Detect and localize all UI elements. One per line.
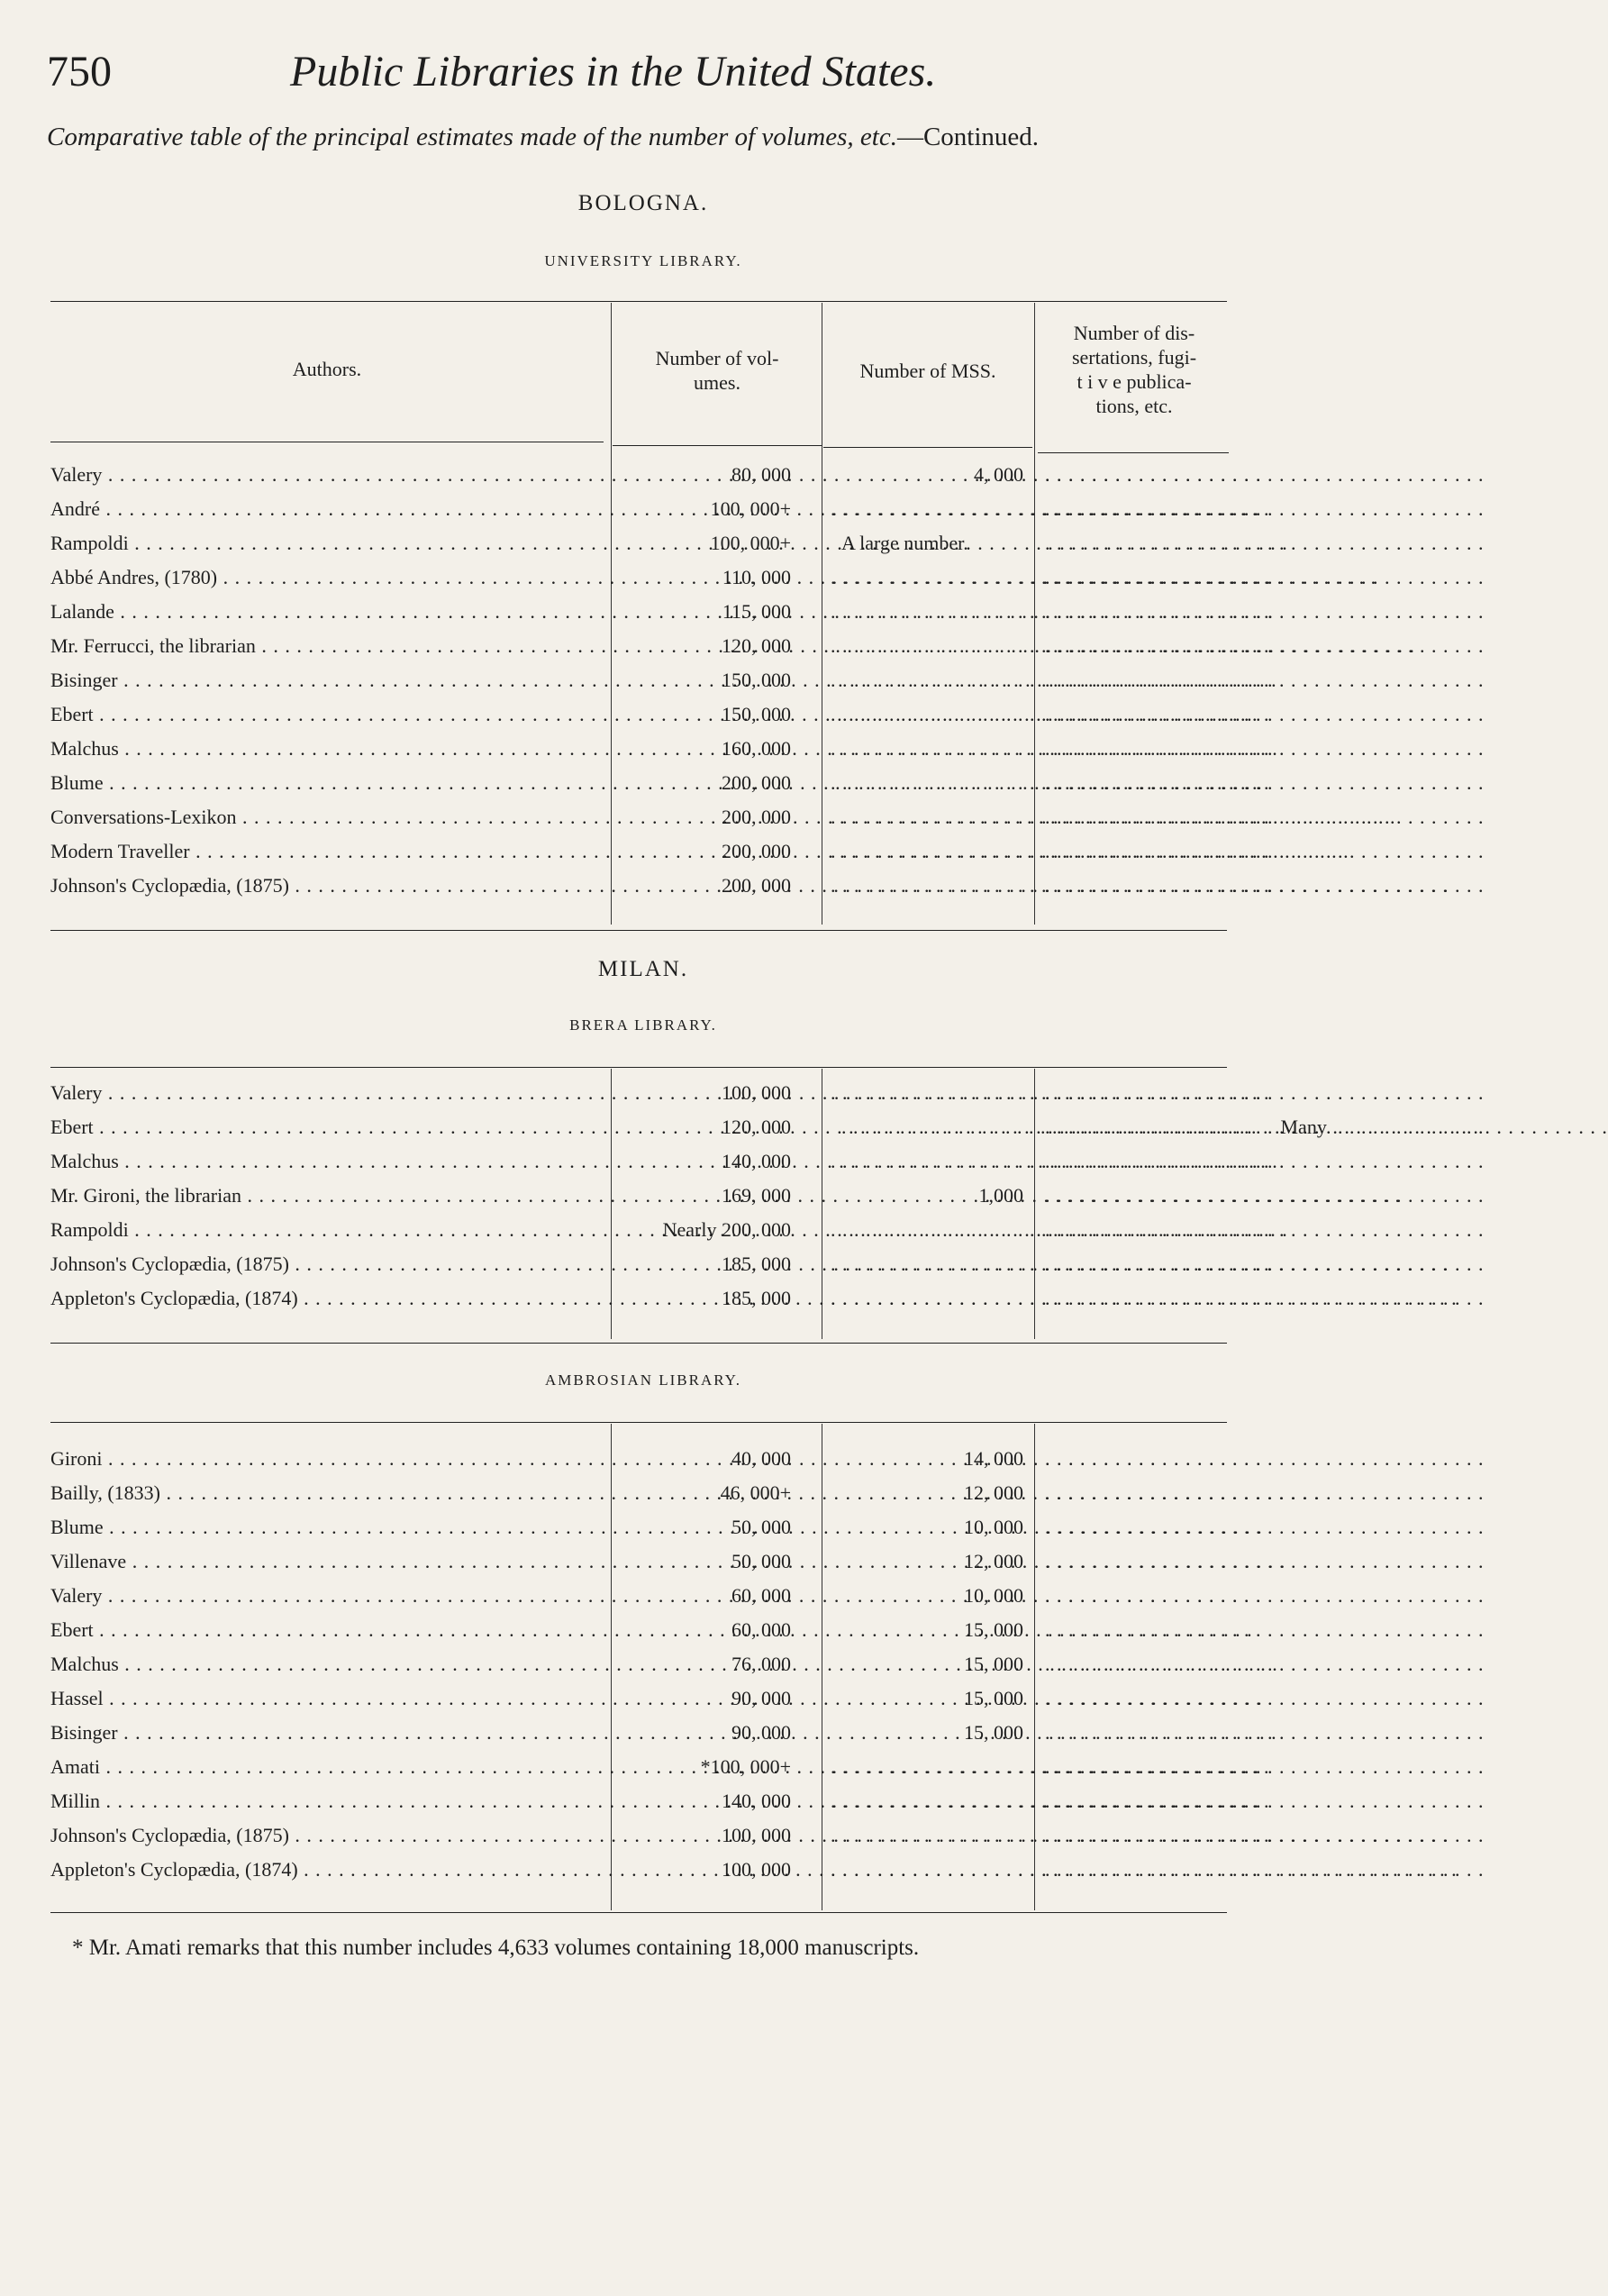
header-underline bbox=[1038, 452, 1229, 453]
table-row: Rampoldi . . . Nearly 200, 000 . . . . . . bbox=[0, 1218, 1286, 1253]
table-top-rule bbox=[50, 1422, 1227, 1423]
table-row: Malchus . . . 160, 000 . . . . . . bbox=[0, 737, 1286, 771]
table-row: Rampoldi . . . 100, 000+ A large number. . . . bbox=[0, 532, 1286, 566]
header-underline bbox=[613, 445, 822, 446]
table-row: André . . . 100, 000+ . . . . . . bbox=[0, 497, 1286, 532]
header-underline bbox=[823, 447, 1032, 448]
column-header-volumes: Number of vol- umes. bbox=[655, 347, 779, 394]
table-row: Conversations-Lexikon . . . 200, 000 . . . . . . bbox=[0, 806, 1286, 840]
table-row: Mr. Gironi, the librarian . . . 169, 000 1,000 . . . bbox=[0, 1184, 1286, 1218]
page-number: 750 bbox=[47, 48, 112, 96]
section-city-milan: MILAN. bbox=[597, 957, 689, 981]
column-header-mss: Number of MSS. bbox=[859, 360, 996, 382]
table-row: Mr. Ferrucci, the librarian . . . 120, 000 . . . . . . bbox=[0, 634, 1286, 669]
table-row: Gironi . . . 40, 000 14, 000 . . . bbox=[0, 1447, 1286, 1481]
table-row: Appleton's Cyclopædia, (1874) . . . 100, 000 . . . . . . bbox=[0, 1858, 1286, 1892]
table-row: Valery . . . 60, 000 10, 000 . . . bbox=[0, 1584, 1286, 1618]
table-row: Abbé Andres, (1780) . . . 110, 000 . . . . . . bbox=[0, 566, 1286, 600]
table-row: Ebert . . . 60, 000 15, 000 . . . bbox=[0, 1618, 1286, 1653]
table-row: Hassel . . . 90, 000 15, 000 . . . bbox=[0, 1687, 1286, 1721]
running-title: Public Libraries in the United States. bbox=[290, 48, 937, 96]
table-row: Villenave . . . 50, 000 12, 000 . . . bbox=[0, 1550, 1286, 1584]
table-row: Millin . . . 140, 000 . . . . . . bbox=[0, 1790, 1286, 1824]
table-top-rule bbox=[50, 1067, 1227, 1068]
section-library-university: UNIVERSITY LIBRARY. bbox=[544, 252, 742, 269]
table-row: Amati . . . *100, 000+ . . . . . . bbox=[0, 1755, 1286, 1790]
table-row: Bisinger . . . 150, 000 . . . . . . bbox=[0, 669, 1286, 703]
table-bottom-rule bbox=[50, 1343, 1227, 1344]
section-library-ambrosian: AMBROSIAN LIBRARY. bbox=[544, 1371, 741, 1389]
table-caption bbox=[47, 123, 1236, 152]
table-row: Blume . . . 200, 000 . . . . . . bbox=[0, 771, 1286, 806]
table-row: Ebert . . . 120, 000 . . . Many . . . . . . bbox=[0, 1116, 1286, 1150]
table-row: Valery . . . 80, 000 4, 000 . . . bbox=[0, 463, 1286, 497]
caption-dash: — bbox=[896, 123, 923, 151]
caption-continued: Continued. bbox=[922, 123, 1040, 151]
table-row: Johnson's Cyclopædia, (1875) . . . 100, 000 . . . . . . bbox=[0, 1824, 1286, 1858]
table-row: Blume . . . 50, 000 10, 000 . . . bbox=[0, 1516, 1286, 1550]
table-top-rule bbox=[50, 301, 1227, 302]
table-row: Lalande . . . 115, 000 . . . . . . bbox=[0, 600, 1286, 634]
column-header-authors: Authors. bbox=[292, 358, 362, 380]
table-row: Modern Traveller . . . 200, 000 . . . . . . bbox=[0, 840, 1286, 874]
table-row: Malchus . . . 140, 000 . . . . . . bbox=[0, 1150, 1286, 1184]
page-header bbox=[47, 47, 1200, 101]
table-row: Ebert . . . 150, 000 . . . . . . bbox=[0, 703, 1286, 737]
column-header-dissertations: Number of dis- sertations, fugi- t i v e publica- tions, etc. bbox=[1071, 322, 1197, 417]
table-row: Johnson's Cyclopædia, (1875) . . . 200, 000 . . . . . . bbox=[0, 874, 1286, 908]
table-row: Bailly, (1833) . . . 46, 000+ 12, 000 . . . bbox=[0, 1481, 1286, 1516]
footnote: * Mr. Amati remarks that this number includes 4,633 volumes containing 18,000 manuscripts. bbox=[72, 1936, 920, 1960]
table-row: Bisinger . . . 90, 000 15, 000 . . . bbox=[0, 1721, 1286, 1755]
table-bottom-rule bbox=[50, 1912, 1227, 1913]
table-bottom-rule bbox=[50, 930, 1227, 931]
section-library-brera: BRERA LIBRARY. bbox=[569, 1016, 717, 1034]
caption-italic: Comparative table of the principal estimates made of the number of volumes, etc. bbox=[47, 123, 897, 151]
section-city-bologna: BOLOGNA. bbox=[577, 191, 709, 215]
table-row: Appleton's Cyclopædia, (1874) . . . 185, 000 . . . . . . bbox=[0, 1287, 1286, 1321]
table-row: Johnson's Cyclopædia, (1875) . . . 185, 000 . . . . . . bbox=[0, 1253, 1286, 1287]
table-row: Valery . . . 100, 000 . . . . . . bbox=[0, 1081, 1286, 1116]
table-row: Malchus . . . 76, 000 15, 000 . . . bbox=[0, 1653, 1286, 1687]
